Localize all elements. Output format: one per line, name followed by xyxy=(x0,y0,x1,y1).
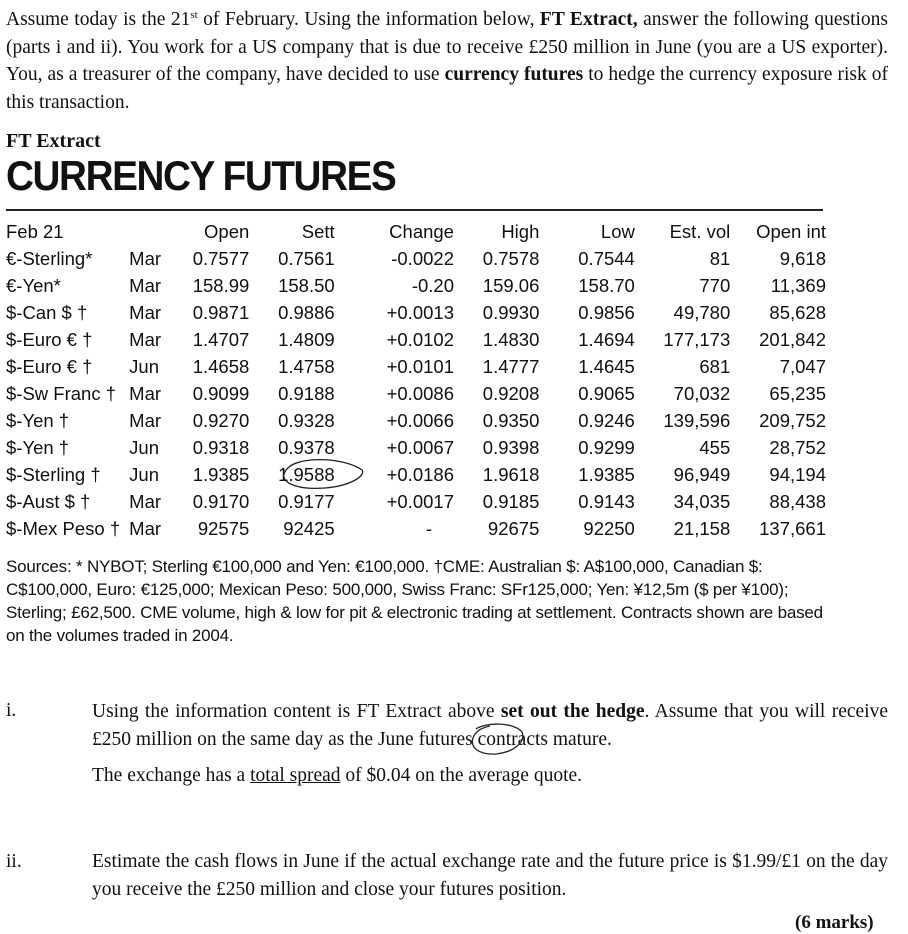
open-value: 1.9385 xyxy=(192,464,250,485)
low-value: 0.9299 xyxy=(578,437,635,458)
header-month xyxy=(129,218,165,245)
contract-month: Mar xyxy=(129,329,162,350)
header-low: Low xyxy=(600,221,635,242)
open-int-value: 88,438 xyxy=(769,491,826,512)
contract-name: $-Euro € † xyxy=(6,356,93,377)
question-1-text xyxy=(92,698,888,753)
open-int-value: 65,235 xyxy=(769,383,826,404)
open-value: 0.7577 xyxy=(192,248,250,269)
intro-text: to hedge the currency exposure risk of this transaction. xyxy=(6,64,888,113)
contract-name: $-Aust $ † xyxy=(6,491,91,512)
open-value: 0.9318 xyxy=(192,437,250,458)
contract-month: Mar xyxy=(129,275,162,296)
intro-text: Assume today is the 21 xyxy=(6,9,191,30)
contract-month: Mar xyxy=(129,248,162,269)
est-vol-value: 96,949 xyxy=(673,464,731,485)
contract-month: Mar xyxy=(129,302,162,323)
intro-bold-currency-futures: currency futures xyxy=(444,64,584,85)
low-value: 0.9246 xyxy=(578,410,635,431)
contract-month: Mar xyxy=(129,491,162,512)
high-value: 92675 xyxy=(487,518,540,539)
sources-note: Sources: * NYBOT; Sterling €100,000 and Yen: €100,000. †CME: Australian $: A$100,000, Canadian $: C$100,000, Euro: €125,000; Mexican Peso: 500,000, Swiss Franc: SFr125,000; Yen: ¥12,5m ($ per ¥100); Sterling; £62,500. CME volume, high & low for pit & electronic trading at settlement. Contracts shown are based on the volumes traded in 2004. xyxy=(6,557,823,645)
low-value: 92250 xyxy=(583,518,635,539)
title-rule xyxy=(6,209,823,211)
change-value: +0.0017 xyxy=(386,491,454,512)
sett-value: 1.4809 xyxy=(278,329,335,350)
question-1-note-b: of $0.04 on the average quote. xyxy=(340,765,583,786)
question-1-number: i. xyxy=(6,700,17,721)
est-vol-value: 770 xyxy=(699,275,731,296)
contract-name: $-Can $ † xyxy=(6,302,88,323)
open-value: 1.4658 xyxy=(192,356,250,377)
header-date: Feb 21 xyxy=(6,221,64,242)
contract-month: Mar xyxy=(129,383,162,404)
ordinal-suffix: st xyxy=(190,9,198,21)
sett-value: 1.9588 xyxy=(278,464,335,485)
est-vol-value: 139,596 xyxy=(663,410,731,431)
header-est-vol: Est. vol xyxy=(669,221,731,242)
high-value: 159.06 xyxy=(482,275,540,296)
low-value: 1.4694 xyxy=(578,329,635,350)
futures-table xyxy=(6,218,826,542)
table-row xyxy=(6,434,826,461)
sett-value: 0.9328 xyxy=(278,410,335,431)
contract-month: Jun xyxy=(129,356,159,377)
high-value: 0.9185 xyxy=(482,491,540,512)
sett-value: 158.50 xyxy=(278,275,335,296)
change-value: -0.0022 xyxy=(391,248,454,269)
open-value: 0.9871 xyxy=(192,302,250,323)
high-value: 0.7578 xyxy=(482,248,540,269)
open-int-value: 28,752 xyxy=(769,437,826,458)
high-value: 1.4777 xyxy=(482,356,540,377)
low-value: 0.9143 xyxy=(578,491,635,512)
table-row xyxy=(6,353,826,380)
est-vol-value: 70,032 xyxy=(673,383,731,404)
est-vol-value: 49,780 xyxy=(673,302,731,323)
extract-label: FT Extract xyxy=(6,130,101,152)
question-1-text-a: Using the information content is FT Extract above xyxy=(92,701,501,722)
contract-name: $-Yen † xyxy=(6,437,70,458)
open-int-value: 7,047 xyxy=(779,356,826,377)
change-value: +0.0101 xyxy=(386,356,454,377)
est-vol-value: 177,173 xyxy=(663,329,731,350)
contract-month: Mar xyxy=(129,518,162,539)
contract-name: $-Yen † xyxy=(6,410,70,431)
open-value: 1.4707 xyxy=(192,329,250,350)
question-1-note xyxy=(92,765,582,787)
high-value: 1.4830 xyxy=(482,329,540,350)
low-value: 0.9065 xyxy=(578,383,635,404)
est-vol-value: 681 xyxy=(699,356,731,377)
open-value: 0.9170 xyxy=(192,491,250,512)
sett-value: 0.9378 xyxy=(278,437,335,458)
change-value: +0.0067 xyxy=(386,437,454,458)
est-vol-value: 81 xyxy=(709,248,731,269)
est-vol-value: 455 xyxy=(699,437,731,458)
open-int-value: 9,618 xyxy=(779,248,826,269)
open-int-value: 137,661 xyxy=(759,518,826,539)
question-1-note-a: The exchange has a xyxy=(92,765,251,786)
high-value: 0.9350 xyxy=(482,410,540,431)
high-value: 0.9208 xyxy=(482,383,540,404)
open-value: 92575 xyxy=(197,518,250,539)
sett-value: 0.9177 xyxy=(278,491,335,512)
open-value: 0.9099 xyxy=(192,383,250,404)
sett-value: 0.7561 xyxy=(278,248,335,269)
header-sett: Sett xyxy=(301,221,335,242)
high-value: 0.9930 xyxy=(482,302,540,323)
table-row xyxy=(6,407,826,434)
table-body xyxy=(6,245,826,542)
question-1-bold: set out the hedge xyxy=(500,701,645,722)
low-value: 1.4645 xyxy=(578,356,635,377)
open-int-value: 201,842 xyxy=(759,329,826,350)
change-value: +0.0102 xyxy=(386,329,454,350)
change-value: - xyxy=(425,518,432,539)
contract-name: $-Mex Peso † xyxy=(6,518,121,539)
open-int-value: 94,194 xyxy=(769,464,826,485)
table-row xyxy=(6,380,826,407)
sett-value: 1.4758 xyxy=(278,356,335,377)
change-value: +0.0013 xyxy=(386,302,454,323)
open-value: 0.9270 xyxy=(192,410,250,431)
high-value: 0.9398 xyxy=(482,437,540,458)
table-row xyxy=(6,326,826,353)
question-2-number: ii. xyxy=(6,851,22,872)
intro-text: answer the following questions (parts i and ii). You work for a US company that is due to receive £250 million in June (you are a US exporter). You, as a treasurer of the company, have decided to use xyxy=(6,9,889,85)
question-1-text-b: . Assume that you will receive £250 million on the same day as the June futures contracts mature. xyxy=(92,701,888,750)
intro-paragraph xyxy=(6,6,888,116)
change-value: +0.0186 xyxy=(386,464,454,485)
low-value: 158.70 xyxy=(578,275,635,296)
open-int-value: 11,369 xyxy=(770,275,826,296)
change-value: +0.0086 xyxy=(386,383,454,404)
contract-month: Mar xyxy=(129,410,162,431)
header-change: Change xyxy=(389,221,454,242)
question-2-text: Estimate the cash flows in June if the actual exchange rate and the future price is $1.99/£1 on the day you receive the £250 million and close your futures position. xyxy=(92,851,888,900)
table-row xyxy=(6,461,826,488)
low-value: 0.7544 xyxy=(578,248,635,269)
table-row xyxy=(6,245,826,272)
header-open-int: Open int xyxy=(756,221,826,242)
table-row xyxy=(6,272,826,299)
high-value: 1.9618 xyxy=(482,464,540,485)
low-value: 1.9385 xyxy=(578,464,635,485)
open-int-value: 209,752 xyxy=(759,410,826,431)
header-high: High xyxy=(501,221,540,242)
header-open: Open xyxy=(204,221,250,242)
table-row xyxy=(6,299,826,326)
intro-bold-ft-extract: FT Extract, xyxy=(539,9,638,30)
table-header-row xyxy=(6,218,826,245)
question-1-note-underlined: total spread xyxy=(250,765,341,786)
contract-month: Jun xyxy=(129,464,159,485)
sett-value: 0.9886 xyxy=(278,302,335,323)
change-value: +0.0066 xyxy=(386,410,454,431)
low-value: 0.9856 xyxy=(578,302,635,323)
table-row xyxy=(6,515,826,542)
change-value: -0.20 xyxy=(411,275,454,296)
intro-text: of February. Using the information below, xyxy=(197,9,540,30)
contract-name: €-Yen* xyxy=(6,275,61,296)
extract-title: CURRENCY FUTURES xyxy=(6,152,396,199)
open-int-value: 85,628 xyxy=(769,302,826,323)
marks-label: (6 marks) xyxy=(795,912,874,933)
open-value: 158.99 xyxy=(192,275,250,296)
est-vol-value: 34,035 xyxy=(673,491,731,512)
contract-month: Jun xyxy=(129,437,159,458)
contract-name: €-Sterling* xyxy=(6,248,93,269)
sett-value: 92425 xyxy=(283,518,335,539)
contract-name: $-Euro € † xyxy=(6,329,93,350)
sett-value: 0.9188 xyxy=(278,383,335,404)
est-vol-value: 21,158 xyxy=(673,518,731,539)
table-row xyxy=(6,488,826,515)
contract-name: $-Sw Franc † xyxy=(6,383,117,404)
contract-name: $-Sterling † xyxy=(6,464,101,485)
